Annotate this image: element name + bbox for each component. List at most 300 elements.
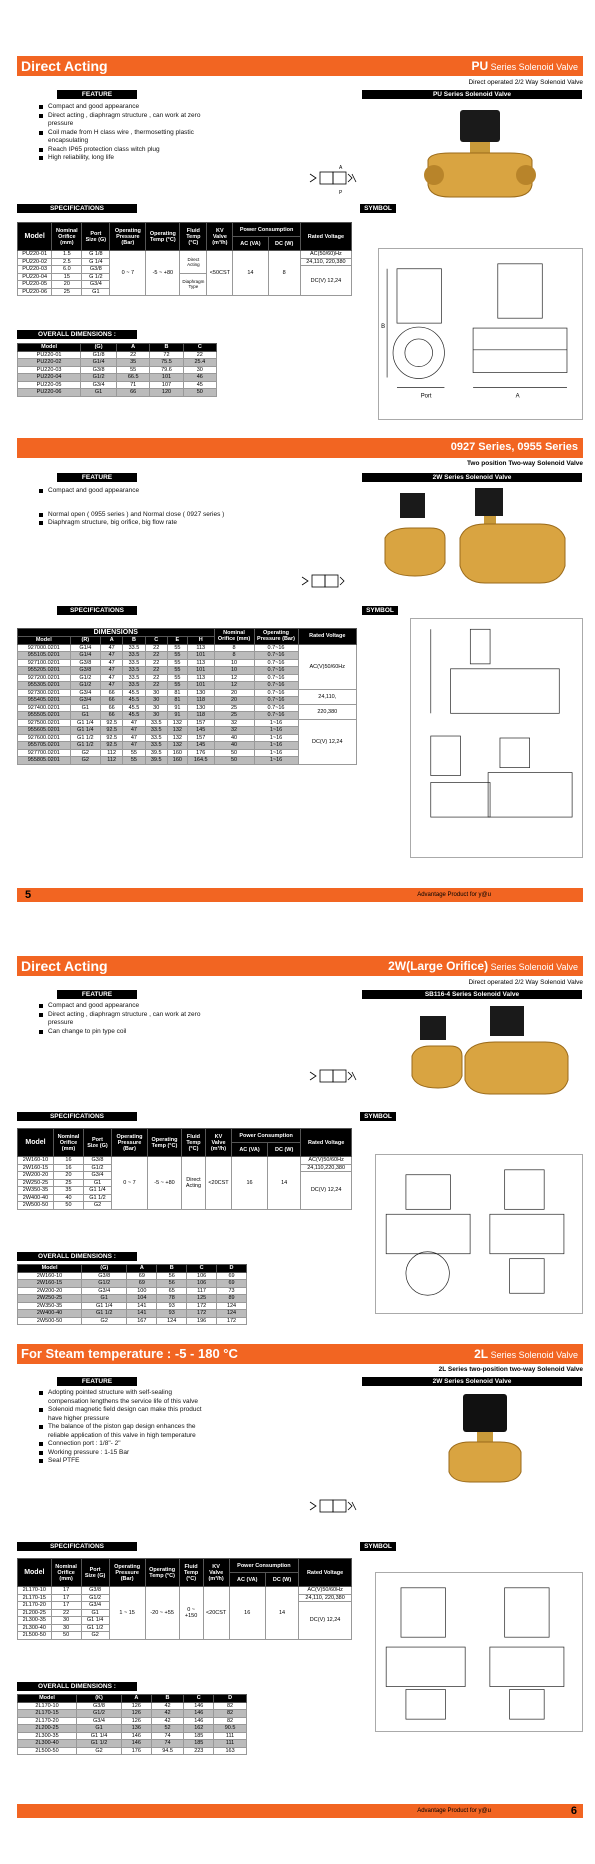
technical-drawing bbox=[378, 248, 583, 420]
feature-item: Diaphragm structure, big orifice, big flow rate bbox=[38, 519, 298, 528]
col-c: C bbox=[183, 344, 216, 352]
cell-model: PU220-03 bbox=[18, 266, 52, 274]
table-cell: 17 bbox=[51, 1587, 81, 1595]
table-cell: 2L200-25 bbox=[18, 1725, 77, 1733]
spec-label: SPECIFICATIONS bbox=[57, 606, 137, 615]
table-cell: 1~16 bbox=[254, 742, 298, 750]
table-row bbox=[18, 1717, 247, 1725]
cell: G1/4 bbox=[81, 359, 117, 367]
table-cell: 69 bbox=[217, 1280, 247, 1288]
col-orifice: Nominal Orifice (mm) bbox=[214, 629, 254, 645]
feature-label: FEATURE bbox=[57, 90, 137, 99]
photo-label: PU Series Solenoid Valve bbox=[362, 90, 582, 99]
table-cell: 176 bbox=[187, 749, 214, 757]
col-a: A bbox=[127, 1265, 157, 1273]
page-banner bbox=[17, 956, 583, 976]
table-cell: 42 bbox=[151, 1710, 184, 1718]
svg-text:A: A bbox=[339, 165, 343, 171]
cell-model: PU220-04 bbox=[18, 273, 52, 281]
cell: PU220-01 bbox=[18, 351, 81, 359]
col-b: B bbox=[157, 1265, 187, 1273]
feature-item-cont: encapsulating bbox=[48, 137, 89, 144]
feature-list bbox=[38, 1389, 228, 1466]
feature-item: Reach IP65 protection class witch plug bbox=[38, 146, 228, 155]
col-model: Model bbox=[18, 1559, 52, 1587]
table-cell: 927600.0201 bbox=[18, 734, 71, 742]
table-cell: 25 bbox=[53, 1179, 83, 1187]
feature-list bbox=[38, 103, 228, 163]
col-voltage: Rated Voltage bbox=[300, 223, 351, 251]
feature-item: Direct acting , diaphragm structure , can work at zero bbox=[38, 112, 228, 121]
feature-item: Normal open ( 0955 series ) and Normal close ( 0927 series ) bbox=[38, 511, 298, 520]
cell: 46 bbox=[183, 374, 216, 382]
table-cell: 16 bbox=[53, 1157, 83, 1165]
table-cell: 92.5 bbox=[101, 742, 123, 750]
table-cell: 69 bbox=[127, 1272, 157, 1280]
banner-series bbox=[471, 59, 578, 73]
table-row bbox=[18, 644, 357, 652]
table-cell: 0.7~16 bbox=[254, 697, 298, 705]
cell-volt: AC(V)50/60Hz bbox=[299, 1587, 352, 1595]
cell: G1 bbox=[81, 389, 117, 397]
table-cell: 1~16 bbox=[254, 749, 298, 757]
table-cell: G3/8 bbox=[70, 667, 100, 675]
table-cell: 146 bbox=[121, 1732, 151, 1740]
table-cell: G1 bbox=[70, 704, 100, 712]
cell-volt: 24,110,220,380 bbox=[301, 1164, 352, 1172]
table-cell: 0.7~16 bbox=[254, 674, 298, 682]
table-cell: 0.7~16 bbox=[254, 644, 298, 652]
table-cell: 172 bbox=[187, 1310, 217, 1318]
table-cell: 82 bbox=[214, 1710, 247, 1718]
table-cell: 124 bbox=[217, 1302, 247, 1310]
table-cell: 2L500-50 bbox=[18, 1632, 52, 1640]
table-cell: 42 bbox=[151, 1717, 184, 1725]
table-row bbox=[18, 1310, 247, 1318]
table-cell: G1/2 bbox=[77, 1710, 122, 1718]
table-cell: 2W500-50 bbox=[18, 1202, 54, 1210]
cell-dc: 8 bbox=[268, 251, 300, 296]
table-cell: 50 bbox=[51, 1632, 81, 1640]
feature-item-cont: have higher pressure bbox=[48, 1414, 110, 1422]
table-cell: 20 bbox=[53, 1172, 83, 1180]
table-cell: 145 bbox=[187, 742, 214, 750]
col-b: B bbox=[123, 637, 145, 645]
photo-label: 2W Series Solenoid Valve bbox=[362, 1377, 582, 1386]
table-cell: G1 1/2 bbox=[77, 1740, 122, 1748]
table-cell: 2L170-10 bbox=[18, 1702, 77, 1710]
table-cell: 132 bbox=[167, 719, 187, 727]
table-cell: 50 bbox=[214, 749, 254, 757]
cell-model: PU220-05 bbox=[18, 281, 52, 289]
table-cell: 55 bbox=[167, 667, 187, 675]
table-cell: 93 bbox=[157, 1302, 187, 1310]
col-kv: KV Valve (m³/h) bbox=[203, 1559, 229, 1587]
cell: G1 bbox=[82, 288, 110, 296]
table-cell: 927300.0201 bbox=[18, 689, 71, 697]
dim-label: OVERALL DIMENSIONS : bbox=[17, 330, 137, 339]
table-cell: 20 bbox=[214, 697, 254, 705]
table-cell: 118 bbox=[187, 712, 214, 720]
table-cell: 2L300-35 bbox=[18, 1617, 52, 1625]
table-cell: 20 bbox=[214, 689, 254, 697]
dim-table bbox=[17, 1264, 247, 1325]
page-number: 5 bbox=[25, 889, 32, 901]
table-cell: 22 bbox=[51, 1609, 81, 1617]
table-cell: 55 bbox=[167, 682, 187, 690]
photo-label: 2W Series Solenoid Valve bbox=[362, 473, 582, 482]
cell-volt: AC(V)50/60Hz bbox=[301, 1157, 352, 1165]
table-cell: 92.5 bbox=[101, 734, 123, 742]
table-cell: 91 bbox=[167, 712, 187, 720]
col-port: Port Size (G) bbox=[82, 223, 110, 251]
section-banner bbox=[17, 438, 583, 458]
table-cell: 2L170-20 bbox=[18, 1602, 52, 1610]
cell-volt: DC(V) 12,24 bbox=[301, 1172, 352, 1210]
feature-item: Compact and good appearance bbox=[38, 487, 298, 496]
table-cell: 132 bbox=[167, 734, 187, 742]
table-cell: 33.5 bbox=[145, 727, 167, 735]
footer-text: Advantage Product for y@u bbox=[417, 1808, 491, 1814]
table-cell: G1 1/4 bbox=[70, 719, 100, 727]
table-cell: 955505.0201 bbox=[18, 712, 71, 720]
table-cell: 2W200-20 bbox=[18, 1172, 54, 1180]
col-orifice: Nominal Orifice (mm) bbox=[52, 223, 82, 251]
table-cell: G2 bbox=[82, 1317, 127, 1325]
valve-photo bbox=[445, 1394, 525, 1484]
col-model: Model bbox=[18, 1129, 54, 1157]
feature-item: Compact and good appearance bbox=[38, 1002, 228, 1011]
table-cell: 33.5 bbox=[123, 682, 145, 690]
table-cell: 955805.0201 bbox=[18, 757, 71, 765]
table-row bbox=[18, 1317, 247, 1325]
section-banner bbox=[17, 1344, 583, 1364]
table-cell: 66 bbox=[101, 689, 123, 697]
table-cell: 955205.0201 bbox=[18, 667, 71, 675]
cell-model: PU220-02 bbox=[18, 258, 52, 266]
table-cell: 89 bbox=[217, 1295, 247, 1303]
table-cell: G1/4 bbox=[70, 644, 100, 652]
table-cell: 30 bbox=[51, 1617, 81, 1625]
feature-label: FEATURE bbox=[57, 473, 137, 482]
table-cell: 45.5 bbox=[123, 689, 145, 697]
page-banner bbox=[17, 56, 583, 76]
page-5 bbox=[0, 0, 595, 920]
table-cell: 55 bbox=[123, 749, 145, 757]
dim-label: OVERALL DIMENSIONS : bbox=[17, 1252, 137, 1261]
table-cell: 141 bbox=[127, 1302, 157, 1310]
table-row bbox=[18, 351, 217, 359]
feature-item: Seal PTFE bbox=[38, 1457, 228, 1466]
table-cell: 33.5 bbox=[123, 667, 145, 675]
table-cell: G1 bbox=[82, 1295, 127, 1303]
feature-item: High reliability, long life bbox=[38, 154, 228, 163]
table-cell: 33.5 bbox=[145, 719, 167, 727]
cell-ac: 16 bbox=[229, 1587, 265, 1640]
table-cell: 2L170-20 bbox=[18, 1717, 77, 1725]
cell: 25 bbox=[52, 288, 82, 296]
spec-table bbox=[17, 1558, 352, 1640]
table-cell: 81 bbox=[167, 697, 187, 705]
col-power: Power Consumption bbox=[231, 1129, 300, 1143]
valve-symbol-icon bbox=[308, 162, 358, 198]
table-cell: G1 1/2 bbox=[81, 1624, 109, 1632]
cell: G3/4 bbox=[81, 381, 117, 389]
table-cell: G3/8 bbox=[81, 1587, 109, 1595]
col-kv: KV Valve (m³/h) bbox=[205, 1129, 231, 1157]
table-cell: 0.7~16 bbox=[254, 659, 298, 667]
col-voltage: Rated Voltage bbox=[298, 629, 356, 645]
col-e: E bbox=[167, 637, 187, 645]
col-dc: DC (W) bbox=[268, 1143, 301, 1157]
cell: 6.0 bbox=[52, 266, 82, 274]
table-cell: 33.5 bbox=[145, 734, 167, 742]
table-cell: 33.5 bbox=[123, 644, 145, 652]
table-cell: 112 bbox=[101, 749, 123, 757]
table-cell: G1 bbox=[77, 1725, 122, 1733]
table-cell: G1/2 bbox=[70, 682, 100, 690]
table-row bbox=[18, 1272, 247, 1280]
cell: G1/2 bbox=[81, 374, 117, 382]
table-cell: G3/8 bbox=[77, 1702, 122, 1710]
table-cell: 22 bbox=[145, 674, 167, 682]
table-cell: G1 1/4 bbox=[82, 1302, 127, 1310]
table-cell: 40 bbox=[53, 1194, 83, 1202]
table-cell: 25 bbox=[214, 712, 254, 720]
table-row bbox=[18, 1702, 247, 1710]
col-c: C bbox=[187, 1265, 217, 1273]
table-cell: 10 bbox=[214, 667, 254, 675]
col-temp: Operating Temp (°C) bbox=[146, 223, 180, 251]
cell: G 1/8 bbox=[82, 251, 110, 259]
table-cell: 113 bbox=[187, 659, 214, 667]
symbol-label: SYMBOL bbox=[360, 1112, 396, 1121]
table-cell: G3/8 bbox=[70, 659, 100, 667]
table-cell: 146 bbox=[184, 1710, 214, 1718]
banner-title: For Steam temperature : -5 - 180 °C bbox=[21, 1346, 238, 1361]
table-row bbox=[18, 366, 217, 374]
table-cell: G2 bbox=[70, 757, 100, 765]
table-cell: 74 bbox=[151, 1732, 184, 1740]
subtitle: 2L Series two-position two-way Solenoid Valve bbox=[438, 1366, 583, 1373]
table-cell: 146 bbox=[121, 1740, 151, 1748]
table-cell: G1/2 bbox=[81, 1594, 109, 1602]
table-cell: 104 bbox=[127, 1295, 157, 1303]
cell: 35 bbox=[117, 359, 150, 367]
cell: PU220-03 bbox=[18, 366, 81, 374]
table-cell: 50 bbox=[53, 1202, 83, 1210]
table-cell: G3/4 bbox=[83, 1172, 111, 1180]
table-row bbox=[18, 381, 217, 389]
cell-temp: -20 ~ +55 bbox=[145, 1587, 179, 1640]
table-cell: G1 bbox=[70, 712, 100, 720]
col-power: Power Consumption bbox=[233, 223, 300, 237]
table-cell: 17 bbox=[51, 1594, 81, 1602]
cell: G1/8 bbox=[81, 351, 117, 359]
cell-model: PU220-06 bbox=[18, 288, 52, 296]
table-cell: 8 bbox=[214, 652, 254, 660]
table-cell: 66 bbox=[101, 712, 123, 720]
cell-fluid: Diaphragm Type bbox=[180, 273, 207, 296]
table-cell: 2W160-10 bbox=[18, 1272, 82, 1280]
table-row bbox=[18, 689, 357, 697]
table-cell: 927500.0201 bbox=[18, 719, 71, 727]
table-cell: 2L170-15 bbox=[18, 1710, 77, 1718]
valve-symbol-icon bbox=[300, 565, 350, 601]
table-cell: 2W400-40 bbox=[18, 1194, 54, 1202]
table-row bbox=[18, 704, 357, 712]
table-cell: 55 bbox=[167, 659, 187, 667]
cell: 2.5 bbox=[52, 258, 82, 266]
cell: PU220-05 bbox=[18, 381, 81, 389]
cell-temp: -5 ~ +80 bbox=[147, 1157, 181, 1210]
table-cell: 2W350-35 bbox=[18, 1187, 54, 1195]
table-cell: 32 bbox=[214, 719, 254, 727]
table-cell: G3/4 bbox=[77, 1717, 122, 1725]
table-row bbox=[18, 251, 352, 259]
col-voltage: Rated Voltage bbox=[301, 1129, 352, 1157]
col-fluid: Fluid Temp (°C) bbox=[179, 1559, 203, 1587]
feature-item: Working pressure : 1-15 Bar bbox=[38, 1449, 228, 1458]
feature-item: The balance of the piston gap design enhances the bbox=[38, 1423, 228, 1432]
col-d: D bbox=[217, 1265, 247, 1273]
banner-title: Direct Acting bbox=[21, 958, 108, 974]
table-cell: 106 bbox=[187, 1272, 217, 1280]
table-cell: 2W160-15 bbox=[18, 1280, 82, 1288]
table-cell: 33.5 bbox=[123, 652, 145, 660]
col-orifice: Nominal Orifice (mm) bbox=[51, 1559, 81, 1587]
table-cell: G3/4 bbox=[82, 1287, 127, 1295]
cell: G3/4 bbox=[82, 281, 110, 289]
table-cell: 113 bbox=[187, 644, 214, 652]
table-cell: G1/2 bbox=[83, 1164, 111, 1172]
table-cell: 45.5 bbox=[123, 697, 145, 705]
cell-fluid: Direct Acting bbox=[180, 251, 207, 274]
table-cell: 141 bbox=[127, 1310, 157, 1318]
col-fluid: Fluid Temp (°C) bbox=[180, 223, 207, 251]
table-cell: G3/8 bbox=[83, 1157, 111, 1165]
table-row bbox=[18, 1587, 352, 1595]
table-cell: 12 bbox=[214, 674, 254, 682]
col-c: C bbox=[184, 1695, 214, 1703]
table-cell: 8 bbox=[214, 644, 254, 652]
table-cell: 101 bbox=[187, 682, 214, 690]
feature-item: Compact and good appearance bbox=[38, 103, 228, 112]
cell: 45 bbox=[183, 381, 216, 389]
table-row bbox=[18, 1157, 352, 1165]
dimension-table bbox=[17, 628, 357, 765]
cell-fluid: Direct Acting bbox=[181, 1157, 205, 1210]
col-pressure: Operating Pressure (Bar) bbox=[111, 1129, 147, 1157]
table-row bbox=[18, 374, 217, 382]
cell: 72 bbox=[150, 351, 183, 359]
table-cell: 94.5 bbox=[151, 1747, 184, 1755]
table-cell: 1~16 bbox=[254, 727, 298, 735]
series-code: PU bbox=[471, 59, 489, 73]
col-g: (G) bbox=[82, 1265, 127, 1273]
table-cell: 157 bbox=[187, 734, 214, 742]
table-cell: 47 bbox=[123, 734, 145, 742]
table-cell: 0.7~16 bbox=[254, 667, 298, 675]
cell-model: PU220-01 bbox=[18, 251, 52, 259]
table-cell: 22 bbox=[145, 659, 167, 667]
table-cell: 0.7~16 bbox=[254, 682, 298, 690]
banner-series bbox=[474, 1347, 578, 1361]
col-d: D bbox=[214, 1695, 247, 1703]
col-ac: AC (VA) bbox=[229, 1573, 265, 1587]
page-6 bbox=[0, 932, 595, 1864]
table-cell: G1 1/4 bbox=[77, 1732, 122, 1740]
feature-item: Coil made from H class wire , thermosetting plastic bbox=[38, 129, 228, 138]
table-cell: 118 bbox=[187, 697, 214, 705]
table-cell: 2W500-50 bbox=[18, 1317, 82, 1325]
feature-list bbox=[38, 1002, 228, 1036]
table-cell: G1 1/2 bbox=[70, 742, 100, 750]
table-cell: 2W200-20 bbox=[18, 1287, 82, 1295]
table-cell: G2 bbox=[70, 749, 100, 757]
cell: 66.5 bbox=[117, 374, 150, 382]
page-footer bbox=[17, 888, 583, 902]
table-cell: 45.5 bbox=[123, 704, 145, 712]
table-cell: 40 bbox=[214, 742, 254, 750]
table-cell: 1~16 bbox=[254, 757, 298, 765]
cell: 66 bbox=[117, 389, 150, 397]
table-cell: G1 1/2 bbox=[82, 1310, 127, 1318]
cell: 20 bbox=[52, 281, 82, 289]
table-cell: G1 1/4 bbox=[81, 1617, 109, 1625]
feature-item: Connection port : 1/8"- 2" bbox=[38, 1440, 228, 1449]
table-cell: 30 bbox=[145, 697, 167, 705]
cell-volt: 220,380 bbox=[298, 704, 356, 719]
table-cell: 955105.0201 bbox=[18, 652, 71, 660]
cell: 15 bbox=[52, 273, 82, 281]
feature-item: Can change to pin type coil bbox=[38, 1028, 228, 1037]
cell-dc: 14 bbox=[265, 1587, 298, 1640]
dim-table bbox=[17, 1694, 247, 1755]
valve-photo bbox=[410, 1006, 570, 1096]
col-pressure: Operating Pressure (Bar) bbox=[110, 223, 146, 251]
table-row bbox=[18, 719, 357, 727]
table-cell: G2 bbox=[83, 1202, 111, 1210]
dim-mark: B bbox=[381, 324, 386, 331]
table-cell: 69 bbox=[217, 1272, 247, 1280]
footer-text: Advantage Product for y@u bbox=[417, 892, 491, 898]
cell: 101 bbox=[150, 374, 183, 382]
table-cell: 162 bbox=[184, 1725, 214, 1733]
table-cell: 163 bbox=[214, 1747, 247, 1755]
col-model: Model bbox=[18, 1695, 77, 1703]
valve-symbol-icon bbox=[308, 1490, 358, 1526]
table-cell: 56 bbox=[157, 1280, 187, 1288]
table-cell: 82 bbox=[214, 1717, 247, 1725]
dim-label: OVERALL DIMENSIONS : bbox=[17, 1682, 137, 1691]
table-cell: 92.5 bbox=[101, 719, 123, 727]
table-cell: 2W160-10 bbox=[18, 1157, 54, 1165]
table-cell: G1/2 bbox=[82, 1280, 127, 1288]
table-row bbox=[18, 1287, 247, 1295]
table-cell: G3/4 bbox=[70, 697, 100, 705]
table-cell: 52 bbox=[151, 1725, 184, 1733]
table-cell: 2L500-50 bbox=[18, 1747, 77, 1755]
cell-volt: DC(V) 12,24 bbox=[298, 719, 356, 764]
table-cell: 927200.0201 bbox=[18, 674, 71, 682]
cell: 75.5 bbox=[150, 359, 183, 367]
cell-kv: <20CST bbox=[203, 1587, 229, 1640]
table-cell: 130 bbox=[187, 704, 214, 712]
table-cell: 0.7~16 bbox=[254, 652, 298, 660]
cell-dc: 14 bbox=[268, 1157, 301, 1210]
table-cell: 172 bbox=[217, 1317, 247, 1325]
